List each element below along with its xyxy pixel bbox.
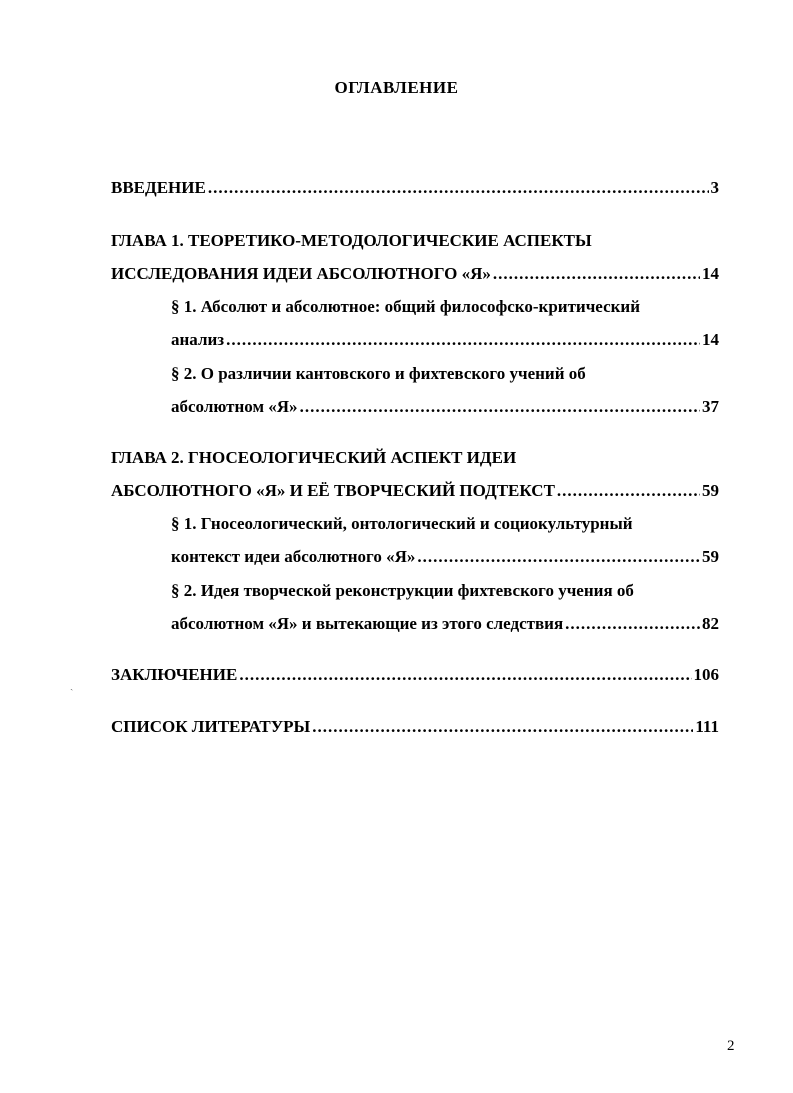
toc-page-number: 37: [702, 397, 719, 416]
toc-entry-title-line1: ГЛАВА 1. ТЕОРЕТИКО-МЕТОДОЛОГИЧЕСКИЕ АСПЕКТЫ: [111, 231, 592, 250]
dot-leader: [300, 397, 700, 417]
toc-entry-title-line1: § 2. О различии кантовского и фихтевского учений об: [171, 364, 586, 383]
dot-leader: [226, 330, 700, 350]
toc-entry-title-line2: абсолютном «Я» и вытекающие из этого следствия: [171, 614, 564, 633]
dot-leader: [493, 264, 700, 284]
toc-entry-title-line2: анализ: [171, 330, 225, 349]
toc-entry-title: ЗАКЛЮЧЕНИЕ: [111, 665, 238, 684]
dot-leader: [565, 614, 700, 634]
toc-page-number: 82: [702, 614, 719, 633]
toc-entry-title-line1: § 1. Абсолют и абсолютное: общий философско-критический: [171, 297, 640, 316]
toc-page-number: 111: [695, 717, 719, 736]
toc-page-number: 59: [702, 481, 719, 500]
toc-entry-title-line2: АБСОЛЮТНОГО «Я» И ЕЁ ТВОРЧЕСКИЙ ПОДТЕКСТ: [111, 481, 555, 500]
toc-entry-title-line2: контекст идеи абсолютного «Я»: [171, 547, 416, 566]
toc-entry-title-line1: § 1. Гносеологический, онтологический и социокультурный: [171, 514, 633, 533]
dot-leader: [208, 178, 709, 198]
toc-entry-section-1-1[interactable]: [171, 297, 719, 350]
toc-entry-title: ВВЕДЕНИЕ: [111, 178, 206, 197]
toc-page-number: 59: [702, 547, 719, 566]
page-title: ОГЛАВЛЕНИЕ: [334, 78, 459, 97]
toc-page-number: 14: [702, 264, 719, 283]
toc-entry-conclusion[interactable]: [111, 665, 719, 685]
toc-entry-title-line1: § 2. Идея творческой реконструкции фихтевского учения об: [171, 581, 634, 600]
toc-entry-section-2-1[interactable]: [171, 514, 719, 567]
toc-page-number: 3: [710, 178, 719, 197]
toc-entry-title-line2: ИССЛЕДОВАНИЯ ИДЕИ АБСОЛЮТНОГО «Я»: [111, 264, 491, 283]
toc-entry-section-1-2[interactable]: [171, 364, 719, 417]
dot-leader: [417, 547, 700, 567]
toc-entry-chapter-2[interactable]: [111, 448, 719, 501]
toc-page-number: 106: [693, 665, 719, 684]
scan-mark: ˏ: [70, 680, 74, 691]
page-number: 2: [727, 1038, 735, 1054]
dot-leader: [239, 665, 691, 685]
dot-leader: [557, 481, 700, 501]
toc-entry-introduction[interactable]: [111, 178, 719, 198]
toc-page-number: 14: [702, 330, 719, 349]
toc-entry-title: СПИСОК ЛИТЕРАТУРЫ: [111, 717, 311, 736]
dot-leader: [312, 717, 693, 737]
toc-entry-section-2-2[interactable]: [171, 581, 719, 634]
toc-entry-bibliography[interactable]: [111, 717, 719, 737]
toc-entry-title-line1: ГЛАВА 2. ГНОСЕОЛОГИЧЕСКИЙ АСПЕКТ ИДЕИ: [111, 448, 517, 467]
toc-entry-chapter-1[interactable]: [111, 231, 719, 284]
toc-entry-title-line2: абсолютном «Я»: [171, 397, 298, 416]
